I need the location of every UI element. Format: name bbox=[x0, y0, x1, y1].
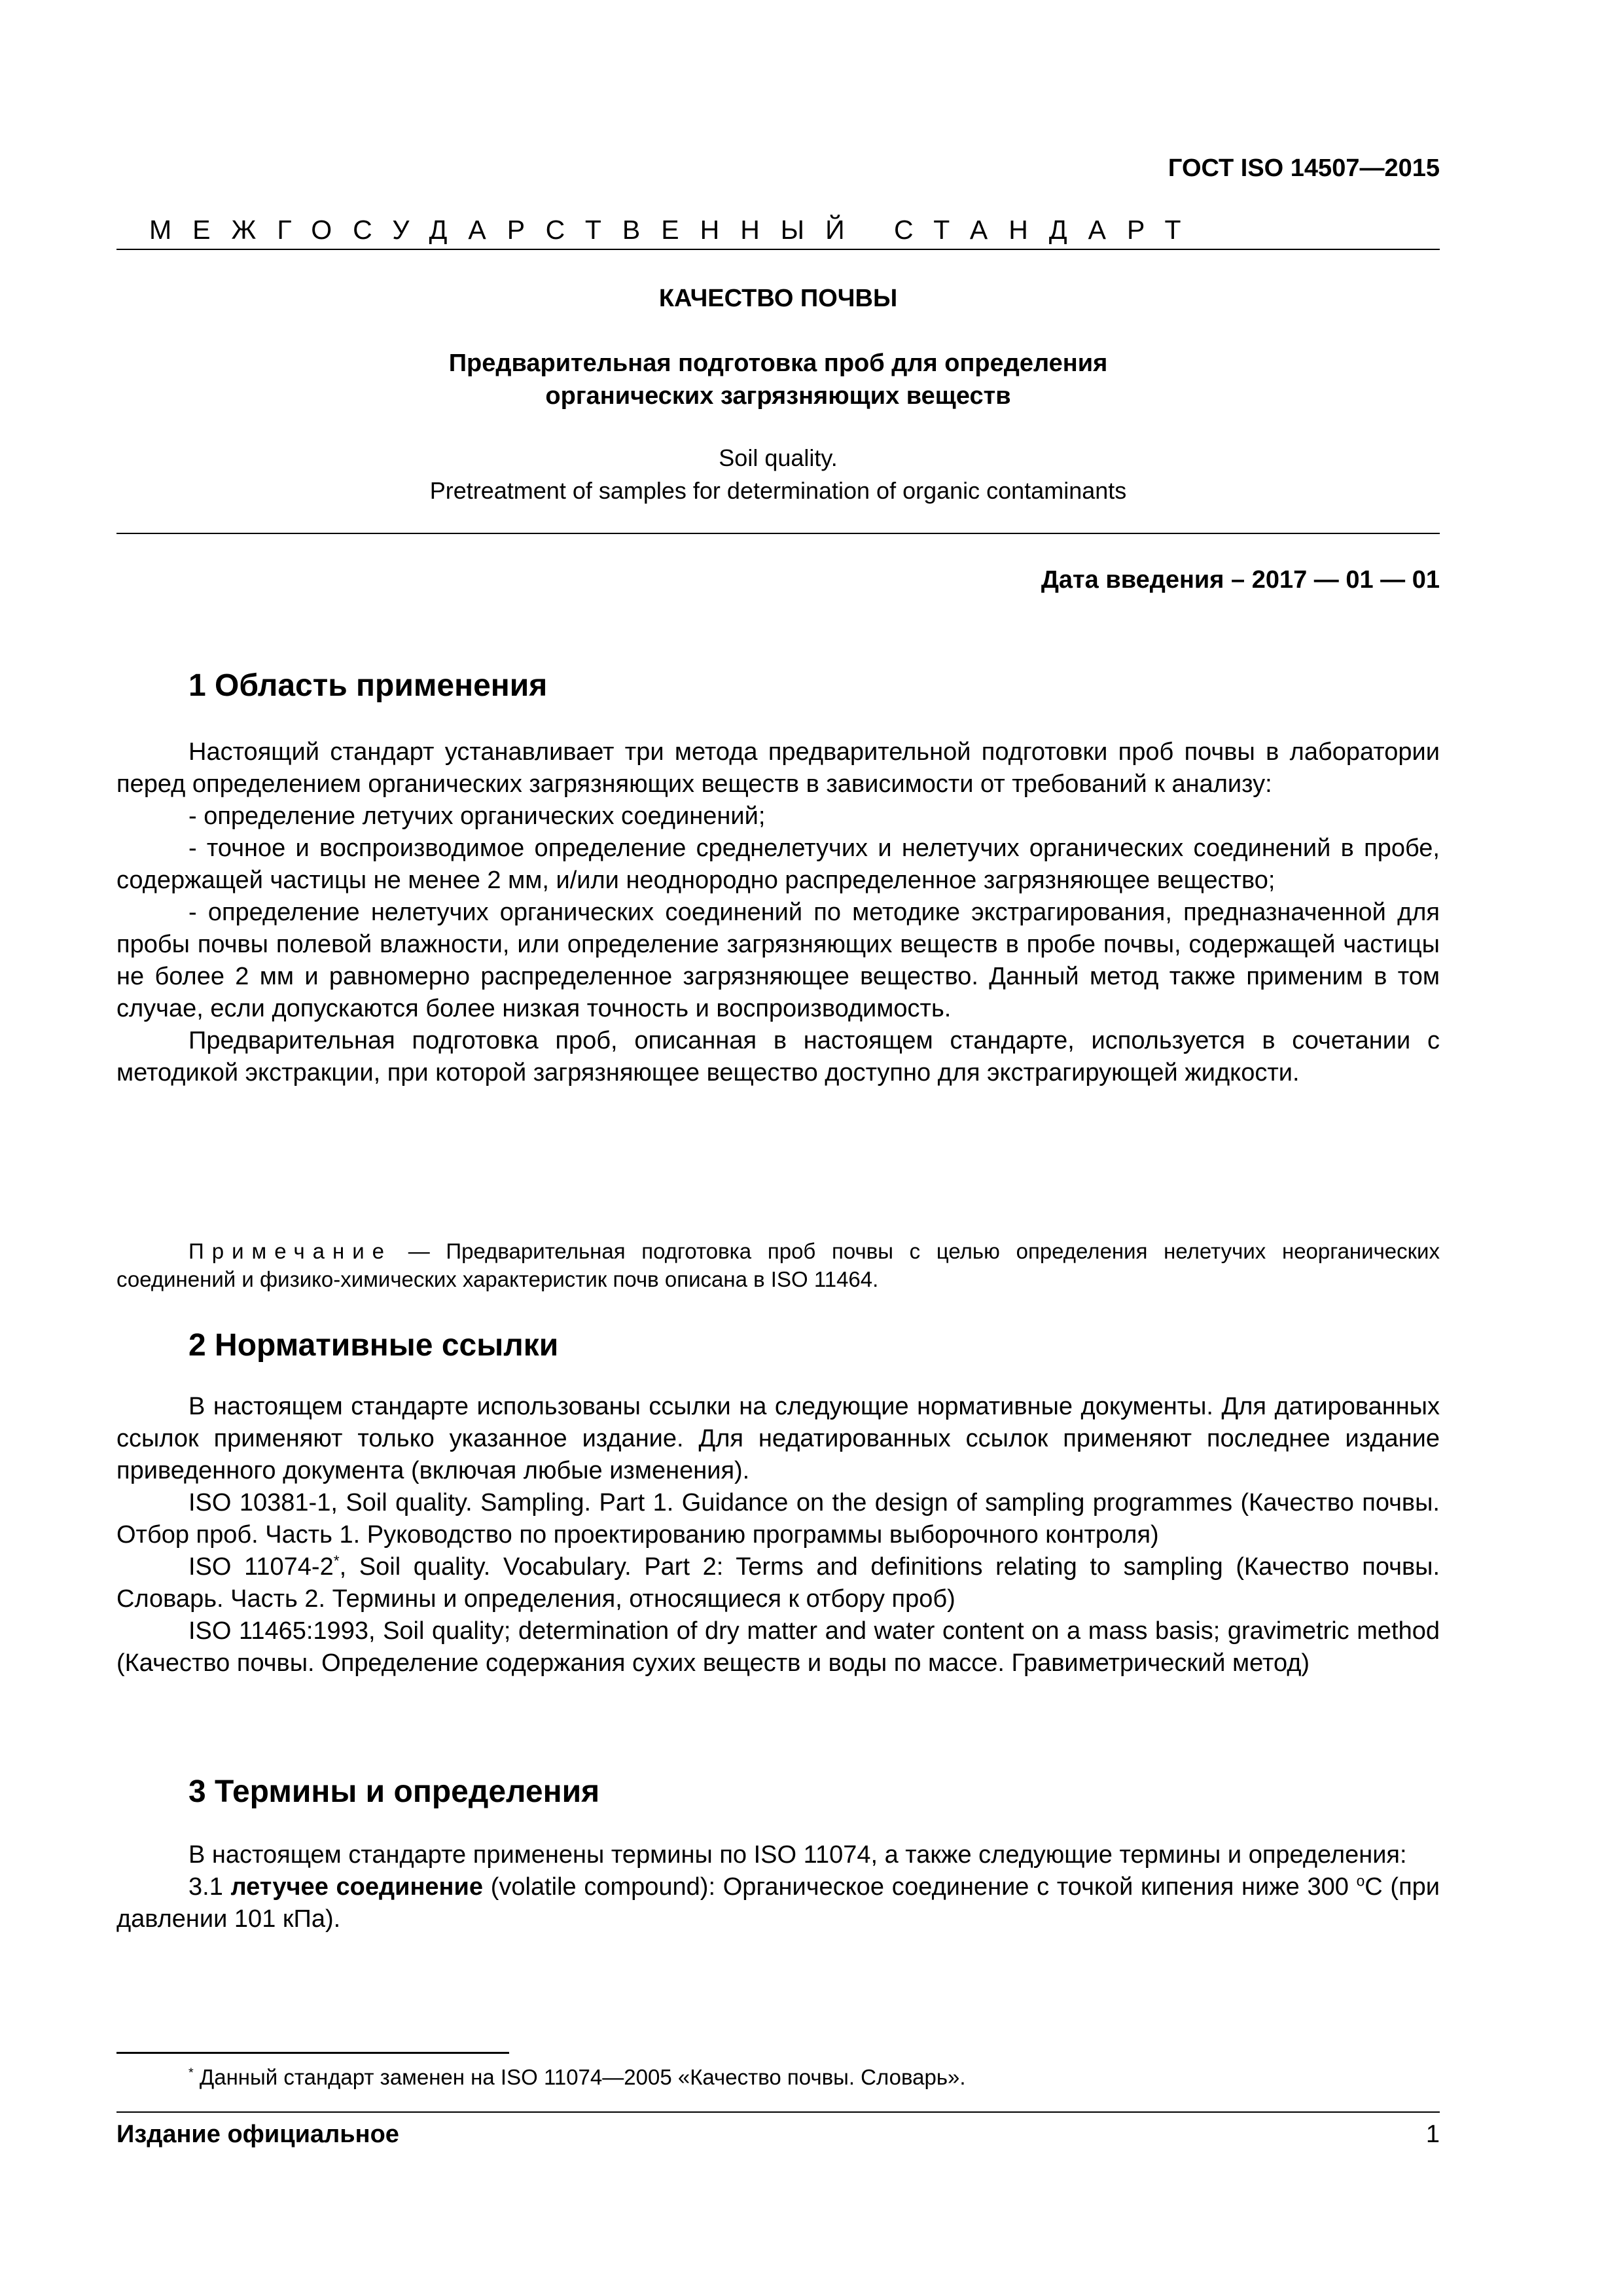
reference-item: ISO 11465:1993, Soil quality; determination of dry matter and water content on a mass basis; gravimetric method (Качество почвы. Определение содержания сухих веществ и воды по массе. Гравиметрический метод) bbox=[116, 1617, 1440, 1677]
section-3-paragraph: В настоящем стандарте применены термины по ISO 11074, а также следующие термины и определения: bbox=[188, 1841, 1407, 1869]
term-number: 3.1 bbox=[188, 1873, 231, 1901]
section-3-body bbox=[116, 1839, 1440, 1935]
term-definition bbox=[116, 1871, 1440, 1935]
reference-item bbox=[116, 1551, 1440, 1615]
edition-label: Издание официальное bbox=[116, 2121, 399, 2148]
section-1-heading: 1 Область применения bbox=[188, 668, 548, 703]
note-text: — Предварительная подготовка проб почвы с целью определения нелетучих неорганических соединений и физико-химических характеристик почв описана в ISO 11464. bbox=[116, 1239, 1440, 1291]
reference-item: ISO 10381-1, Soil quality. Sampling. Part 1. Guidance on the design of sampling programmes (Качество почвы. Отбор проб. Часть 1. Руководство по проектированию программы выборочного контроля) bbox=[116, 1489, 1440, 1549]
section-3-heading: 3 Термины и определения bbox=[188, 1774, 600, 1809]
footnote-mark: * bbox=[188, 2066, 194, 2080]
list-item: - определение нелетучих органических соединений по методике экстрагирования, предназначенной для пробы почвы полевой влажности, или определение загрязняющих веществ в пробе почвы, содержащей частицы не более 2 мм и равномерно распределенное загрязняющее вещество. Данный метод также применим в том случае, если допускаются более низкая точность и воспроизводимость. bbox=[116, 899, 1440, 1022]
section-1-paragraph: Предварительная подготовка проб, описанная в настоящем стандарте, используется в сочетании с методикой экстракции, при которой загрязняющее вещество доступно для экстрагирующей жидкости. bbox=[116, 1027, 1440, 1086]
list-item: - определение летучих органических соединений; bbox=[188, 802, 766, 830]
reference-text: , Soil quality. Vocabulary. Part 2: Terms and definitions relating to sampling (Качество почвы. Словарь. Часть 2. Термины и определения, относящиеся к отбору проб) bbox=[116, 1553, 1440, 1613]
english-title-line-1: Soil quality. bbox=[719, 444, 838, 471]
document-page bbox=[116, 0, 1440, 2296]
list-item: - точное и воспроизводимое определение среднелетучих и нелетучих органических соединений в пробе, содержащей частицы не менее 2 мм, и/или неоднородно распределенное загрязняющее вещество; bbox=[116, 834, 1440, 894]
section-2-body bbox=[116, 1391, 1440, 1679]
footnote-divider bbox=[116, 2052, 509, 2054]
introduction-date: Дата введения – 2017 — 01 — 01 bbox=[1041, 566, 1440, 594]
term-definition-text: (volatile compound): Органическое соединение с точкой кипения ниже 300 bbox=[483, 1873, 1357, 1901]
subtitle-line-1: Предварительная подготовка проб для определения bbox=[448, 350, 1108, 377]
subtitle-line-2: органических загрязняющих веществ bbox=[545, 382, 1011, 410]
footnote bbox=[188, 2065, 966, 2090]
document-code: ГОСТ ISO 14507—2015 bbox=[1168, 154, 1440, 182]
section-2-heading: 2 Нормативные ссылки bbox=[188, 1328, 559, 1363]
title-divider bbox=[116, 533, 1440, 534]
footnote-text: Данный стандарт заменен на ISO 11074—2005 «Качество почвы. Словарь». bbox=[193, 2065, 966, 2089]
header-divider bbox=[116, 249, 1440, 250]
document-subtitle bbox=[116, 347, 1440, 412]
term-name: летучее соединение bbox=[230, 1873, 484, 1901]
degree-marker: o bbox=[1356, 1872, 1365, 1890]
reference-code: ISO 11074-2 bbox=[188, 1553, 334, 1581]
section-1-paragraph: Настоящий стандарт устанавливает три метода предварительной подготовки проб почвы в лаборатории перед определением органических загрязняющих веществ в зависимости от требований к анализу: bbox=[116, 738, 1440, 798]
section-1-body bbox=[116, 736, 1440, 1089]
footer-divider bbox=[116, 2111, 1440, 2113]
document-title: КАЧЕСТВО ПОЧВЫ bbox=[658, 285, 898, 312]
note-label: Примечание bbox=[188, 1239, 393, 1263]
page-number: 1 bbox=[1425, 2121, 1440, 2148]
footnote-marker: * bbox=[333, 1552, 340, 1570]
english-title-line-2: Pretreatment of samples for determination of organic contaminants bbox=[429, 477, 1127, 504]
interstate-standard-label: МЕЖГОСУДАРСТВЕННЫЙ СТАНДАРТ bbox=[149, 215, 1202, 245]
section-2-paragraph: В настоящем стандарте использованы ссылки на следующие нормативные документы. Для датированных ссылок применяют только указанное издание. Для недатированных ссылок применяют последнее издание приведенного документа (включая любые изменения). bbox=[116, 1393, 1440, 1484]
english-title bbox=[116, 442, 1440, 507]
term-definition-text-end: C (при давлении 101 кПа). bbox=[116, 1873, 1440, 1933]
note bbox=[116, 1237, 1440, 1293]
